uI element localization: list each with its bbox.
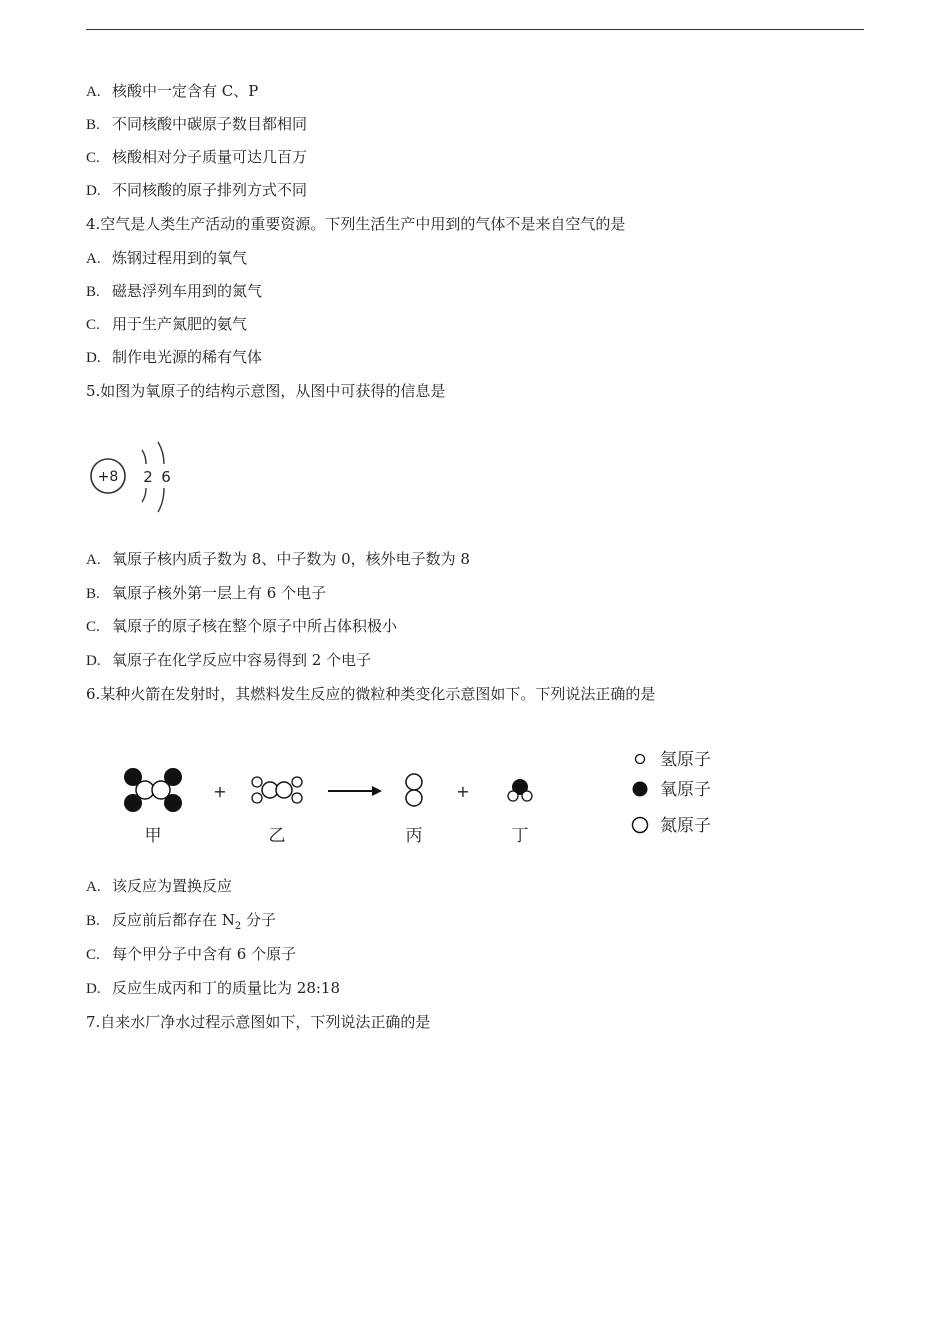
q6-option-d: D. 反应生成丙和丁的质量比为 28:18 [86, 979, 340, 997]
q6-option-c: C. 每个甲分子中含有 6 个原子 [86, 945, 297, 963]
legend-hydrogen-icon [636, 755, 645, 764]
q3-option-c: C. 核酸相对分子质量可达几百万 [86, 148, 308, 166]
atom-h [292, 793, 302, 803]
q4-option-d: D. 制作电光源的稀有气体 [86, 348, 263, 366]
q4-stem: 4.空气是人类生产活动的重要资源。下列生活生产中用到的气体不是来自空气的是 [86, 215, 626, 233]
shell-1-electrons: 2 [143, 468, 153, 486]
q6-stem: 6.某种火箭在发射时，其燃料发生反应的微粒种类变化示意图如下。下列说法正确的是 [86, 685, 656, 703]
atom-h [508, 791, 518, 801]
label-yi: 乙 [268, 826, 286, 846]
q5-option-b: B. 氧原子核外第一层上有 6 个电子 [86, 584, 327, 602]
atom-n [276, 782, 292, 798]
label-bing: 丙 [405, 826, 423, 846]
q3-option-d: D. 不同核酸的原子排列方式不同 [86, 181, 308, 199]
atom-h [252, 793, 262, 803]
molecule-bing [406, 774, 422, 806]
legend-oxygen-label: 氧原子 [660, 780, 711, 800]
legend-oxygen-icon [633, 782, 648, 797]
arrow-head-icon [372, 786, 382, 796]
shell-2-electrons: 6 [161, 468, 171, 486]
oxygen-atom-structure-diagram [86, 436, 186, 516]
atom-n [406, 790, 422, 806]
nucleus-charge: +8 [97, 469, 119, 485]
shell-arc-2-top [158, 442, 164, 464]
legend-hydrogen-label: 氢原子 [660, 750, 711, 770]
q3-option-a: A. 核酸中一定含有 C、P [86, 82, 259, 100]
label-ding: 丁 [511, 826, 529, 846]
molecule-ding [508, 779, 532, 801]
q7-stem: 7.自来水厂净水过程示意图如下，下列说法正确的是 [86, 1013, 431, 1031]
atom-n [152, 781, 170, 799]
plus-sign-1: + [213, 782, 227, 801]
atom-h [252, 777, 262, 787]
q5-option-a: A. 氧原子核内质子数为 8、中子数为 0，核外电子数为 8 [86, 550, 470, 568]
legend-nitrogen-label: 氮原子 [660, 816, 711, 836]
atom-h [292, 777, 302, 787]
subscript: 2 [234, 921, 242, 932]
molecule-jia [124, 768, 182, 812]
legend [633, 750, 712, 836]
q5-stem: 5.如图为氧原子的结构示意图，从图中可获得的信息是 [86, 382, 446, 400]
atom-n [406, 774, 422, 790]
shell-arc-1-bottom [142, 488, 146, 502]
q4-option-c: C. 用于生产氮肥的氨气 [86, 315, 248, 333]
molecule-yi [252, 777, 302, 803]
q5-option-c: C. 氧原子的原子核在整个原子中所占体积极小 [86, 617, 398, 635]
q4-option-b: B. 磁悬浮列车用到的氮气 [86, 282, 263, 300]
label-jia: 甲 [144, 826, 162, 846]
shell-arc-2-bottom [158, 488, 164, 512]
shell-arc-1-top [142, 450, 146, 464]
q5-option-d: D. 氧原子在化学反应中容易得到 2 个电子 [86, 651, 372, 669]
legend-nitrogen-icon [633, 818, 648, 833]
header-rule [86, 29, 864, 30]
atom-h [522, 791, 532, 801]
q6-option-a: A. 该反应为置换反应 [86, 877, 233, 895]
q3-option-b: B. 不同核酸中碳原子数目都相同 [86, 115, 308, 133]
q4-option-a: A. 炼钢过程用到的氧气 [86, 249, 248, 267]
reaction-diagram [110, 740, 730, 855]
q6-option-b: B. 反应前后都存在 $N_2$ 分子 [86, 911, 277, 932]
plus-sign-2: + [456, 782, 470, 801]
